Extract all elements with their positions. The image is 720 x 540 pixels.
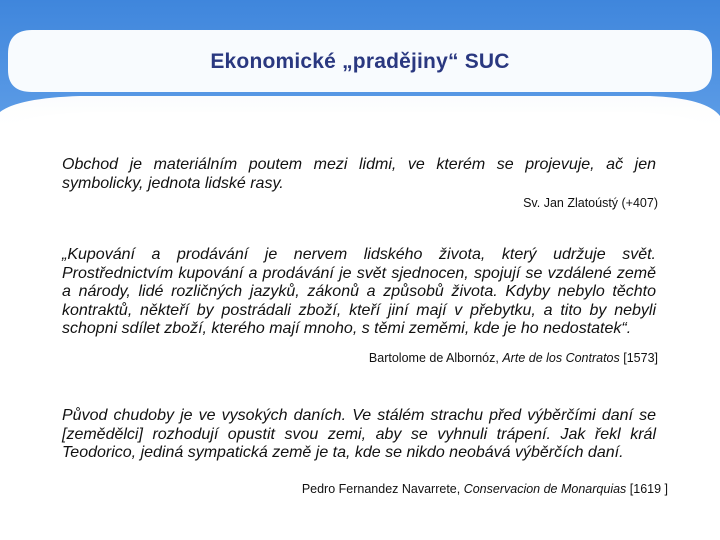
quote-source-2-year: [1573] [619, 351, 658, 365]
quote-text-3: Původ chudoby je ve vysokých daních. Ve stálém strachu před výběrčími daní se [zemědělci] rozhodují opustit svou zemi, aby se vyhnuli trápení. Jak řekl král Teodorico, jediná sympatická země je ta, kde se nikdo neobává výběrčích daní. [62, 407, 656, 461]
quote-source-3-year: [1619 ] [626, 482, 668, 496]
quote-source-3 [302, 482, 668, 496]
quote-text-2: „Kupování a prodávání je nervem lidského života, který udržuje svět. Prostřednictvím kupování a prodávání je svět sjednocen, spojují se vzdálené země a národy, lidé rozličných jazyků, zákonů a způsobů života. Kdyby nebylo těchto kontraktů, někteří by postrádali zboží, kteří jiní mají v přebytku, a tito by nebyli schopni sdílet zboží, kterého mají mnoho, s těmi zeměmi, kde je ho nedostatek“. [62, 246, 656, 337]
quote-source-3-work: Conservacion de Monarquias [463, 482, 627, 496]
quote-source-2-author: Bartolome de Albornóz, [368, 351, 503, 365]
quote-source-3-author: Pedro Fernandez Navarrete, [301, 482, 464, 496]
slide-title: Ekonomické „pradějiny“ SUC [210, 50, 510, 73]
quote-text-1: Obchod je materiálním poutem mezi lidmi, ve kterém se projevuje, ač jen symbolicky, jednota lidské rasy. [62, 156, 656, 192]
quote-source-1: Sv. Jan Zlatoústý (+407) [523, 196, 658, 210]
quote-source-2-work: Arte de los Contratos [502, 351, 620, 365]
quote-source-2 [369, 351, 658, 365]
